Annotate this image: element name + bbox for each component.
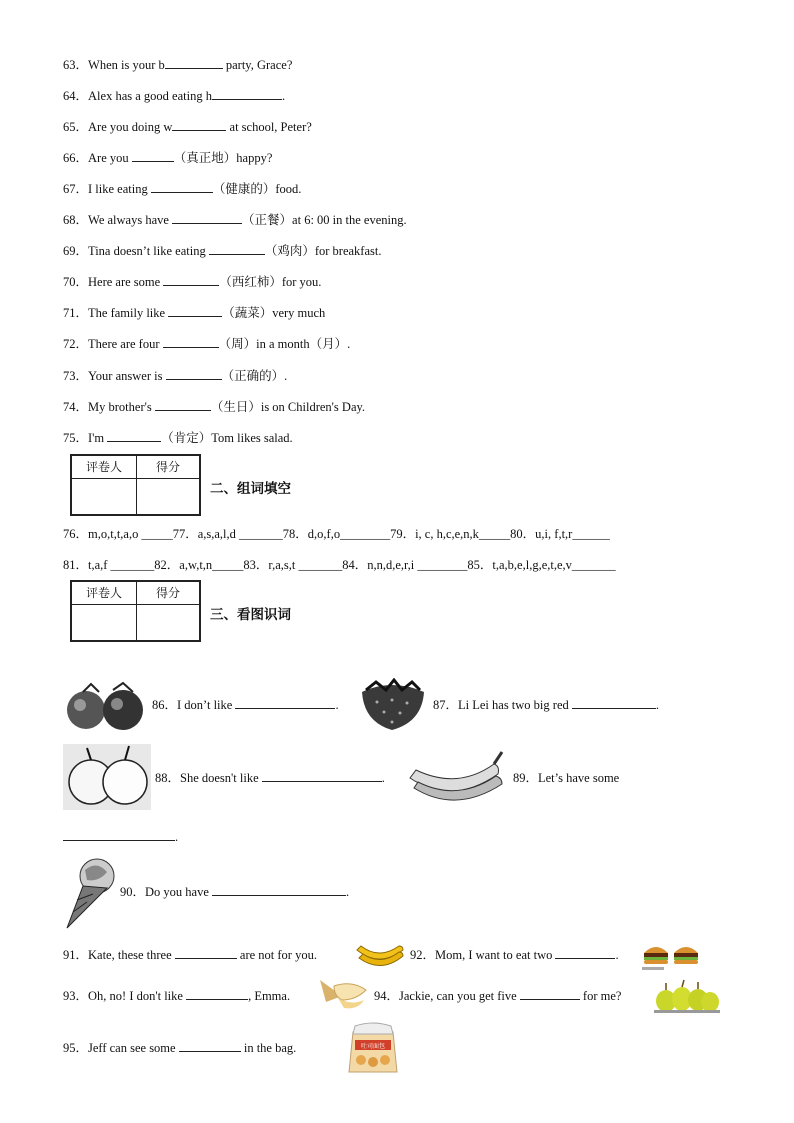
question-text: party, Grace? — [222, 58, 293, 72]
question-text: （正餐）at 6: 00 in the evening. — [242, 213, 407, 227]
question-text: We always have — [88, 213, 173, 227]
answer-blank[interactable] — [163, 336, 219, 348]
section-title: 二、组词填空 — [210, 481, 291, 497]
answer-blank[interactable] — [163, 274, 219, 286]
answer-line-89: . — [63, 829, 178, 845]
question-86: 86．I don’t like . — [152, 698, 339, 712]
number-dot: ． — [75, 151, 89, 165]
score-header: 得分 — [137, 582, 199, 605]
answer-blank[interactable] — [63, 829, 175, 841]
question-number: 72 — [63, 337, 76, 351]
question-91: 91．Kate, these three are not for you. — [63, 948, 317, 962]
pear-picture — [654, 979, 720, 1013]
question-number: 75 — [63, 431, 76, 445]
answer-blank[interactable] — [175, 947, 237, 959]
icecream-picture — [316, 976, 370, 1014]
question-68 — [63, 212, 407, 228]
question-text: When is your b — [88, 58, 165, 72]
question-text: I like eating — [88, 182, 151, 196]
question-text: My brother's — [88, 400, 155, 414]
answer-blank[interactable] — [262, 770, 382, 782]
number-dot: ． — [75, 58, 89, 72]
question-94: 94．Jackie, can you get five for me? — [374, 989, 622, 1003]
strawberry-picture — [352, 678, 432, 732]
answer-blank[interactable] — [555, 947, 615, 959]
question-95: 95．Jeff can see some in the bag. — [63, 1041, 297, 1055]
score-header: 得分 — [137, 456, 199, 479]
question-72 — [63, 336, 350, 352]
answer-blank[interactable] — [151, 181, 213, 193]
question-text: at school, Peter? — [226, 120, 312, 134]
question-87: 87．Li Lei has two big red . — [433, 698, 659, 712]
hamburger-picture — [640, 941, 702, 971]
question-text: （周）in a month（月）. — [218, 337, 351, 351]
section-title: 三、看图识词 — [210, 607, 291, 623]
grader-header: 评卷人 — [72, 456, 137, 479]
question-text: The family like — [88, 306, 169, 320]
number-dot: ． — [75, 275, 89, 289]
question-number: 64 — [63, 89, 76, 103]
number-dot: ． — [75, 400, 89, 414]
question-text: （西红柿）for you. — [219, 275, 322, 289]
question-number: 71 — [63, 306, 76, 320]
grader-cell[interactable] — [72, 479, 137, 514]
question-text: I'm — [88, 431, 108, 445]
question-93: 93．Oh, no! I don't like , Emma. — [63, 989, 291, 1003]
number-dot: ． — [75, 306, 89, 320]
number-dot: ． — [75, 120, 89, 134]
question-63 — [63, 57, 292, 73]
answer-blank[interactable] — [165, 57, 223, 69]
answer-blank[interactable] — [166, 368, 222, 380]
tomato-picture — [63, 680, 149, 730]
question-66 — [63, 150, 272, 166]
answer-blank[interactable] — [235, 697, 335, 709]
score-table — [70, 580, 201, 642]
banana-picture — [402, 744, 512, 810]
answer-blank[interactable] — [179, 1040, 241, 1052]
question-89: 89．Let’s have some — [513, 771, 620, 785]
answer-blank[interactable] — [212, 884, 346, 896]
bread-label: 吐司面包 — [360, 1043, 386, 1050]
question-number: 67 — [63, 182, 76, 196]
question-text: Your answer is — [88, 369, 166, 383]
question-text: . — [281, 89, 286, 103]
question-number: 63 — [63, 58, 76, 72]
answer-blank[interactable] — [168, 305, 222, 317]
question-text: （生日）is on Children's Day. — [210, 400, 366, 414]
answer-blank[interactable] — [172, 119, 226, 131]
question-text: （正确的）. — [221, 369, 288, 383]
number-dot: ． — [75, 89, 89, 103]
question-73 — [63, 368, 287, 384]
question-text: Are you — [88, 151, 132, 165]
question-text: （真正地）happy? — [173, 151, 273, 165]
question-text: Alex has a good eating h — [88, 89, 212, 103]
question-text: （健康的）food. — [212, 182, 302, 196]
number-dot: ． — [75, 369, 89, 383]
question-text: There are four — [88, 337, 163, 351]
word-row: 81．t,a,f _______82．a,w,t,n_____83．r,a,s,t _______84．n,n,d,e,r,i ________85．t,a,b,e,l,g,e,t,e,v_______ — [63, 558, 616, 572]
answer-blank[interactable] — [186, 988, 248, 1000]
question-text: （肯定）Tom likes salad. — [161, 431, 293, 445]
banana-picture — [355, 938, 405, 970]
answer-blank[interactable] — [155, 399, 211, 411]
question-65 — [63, 119, 312, 135]
question-90: 90．Do you have . — [120, 885, 350, 899]
question-text: （鸡肉）for breakfast. — [264, 244, 382, 258]
question-67 — [63, 181, 301, 197]
question-number: 66 — [63, 151, 76, 165]
question-69 — [63, 243, 381, 259]
word-row: 76．m,o,t,t,a,o _____77．a,s,a,l,d _______78．d,o,f,o________79．i, c, h,c,e,n,k_____80．u,i, f,t,r______ — [63, 527, 610, 541]
pear-picture — [63, 744, 151, 810]
question-number: 74 — [63, 400, 76, 414]
answer-blank[interactable] — [172, 212, 242, 224]
question-64 — [63, 88, 285, 104]
answer-blank[interactable] — [132, 150, 174, 162]
question-70 — [63, 274, 321, 290]
question-number: 69 — [63, 244, 76, 258]
score-table — [70, 454, 201, 516]
answer-blank[interactable] — [209, 243, 265, 255]
question-text: Are you doing w — [88, 120, 173, 134]
question-71 — [63, 305, 325, 321]
question-number: 70 — [63, 275, 76, 289]
grader-header: 评卷人 — [72, 582, 137, 605]
number-dot: ． — [75, 431, 89, 445]
question-text: （蔬菜）very much — [222, 306, 326, 320]
grader-cell[interactable] — [72, 605, 137, 640]
question-text: Tina doesn’t like eating — [88, 244, 209, 258]
number-dot: ． — [75, 244, 89, 258]
question-92: 92．Mom, I want to eat two . — [410, 948, 619, 962]
number-dot: ． — [75, 213, 89, 227]
question-number: 73 — [63, 369, 76, 383]
number-dot: ． — [75, 182, 89, 196]
question-number: 68 — [63, 213, 76, 227]
question-text: Here are some — [88, 275, 164, 289]
answer-blank[interactable] — [212, 88, 282, 100]
question-88: 88．She doesn't like . — [155, 771, 385, 785]
bread-picture — [345, 1022, 401, 1076]
question-number: 65 — [63, 120, 76, 134]
icecream-picture — [63, 856, 121, 930]
answer-blank[interactable] — [520, 988, 580, 1000]
question-74 — [63, 399, 365, 415]
number-dot: ． — [75, 337, 89, 351]
answer-blank[interactable] — [572, 697, 656, 709]
question-75 — [63, 430, 293, 446]
answer-blank[interactable] — [107, 430, 161, 442]
